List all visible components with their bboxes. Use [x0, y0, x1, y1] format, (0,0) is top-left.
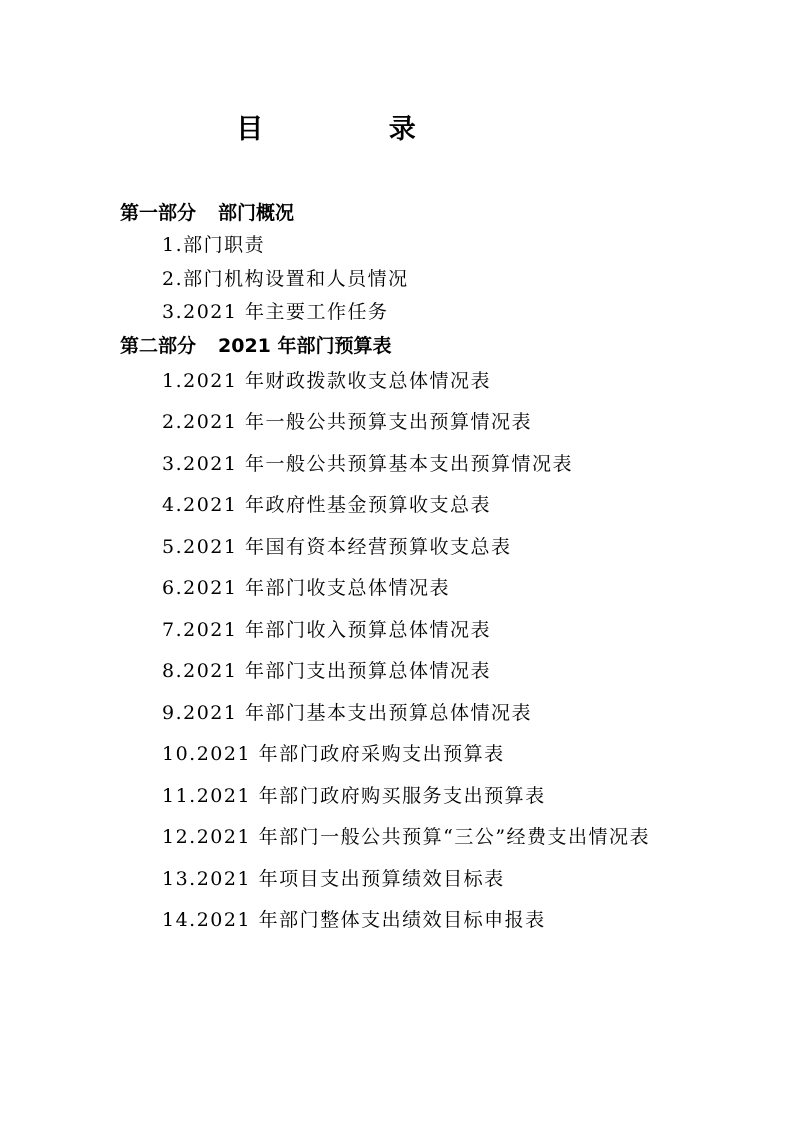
part-name: 2021 年部门预算表	[218, 335, 392, 357]
toc-item: 3.2021 年主要工作任务	[162, 301, 389, 323]
page-title: 目 录	[236, 114, 474, 145]
toc-item: 1.2021 年财政拨款收支总体情况表	[162, 370, 492, 392]
part-name: 部门概况	[218, 202, 295, 224]
toc-item: 3.2021 年一般公共预算基本支出预算情况表	[162, 453, 574, 475]
toc-item: 4.2021 年政府性基金预算收支总表	[162, 494, 492, 516]
toc-item: 13.2021 年项目支出预算绩效目标表	[162, 868, 505, 890]
toc-item: 12.2021 年部门一般公共预算“三公”经费支出情况表	[162, 826, 651, 848]
part-label: 第一部分	[120, 202, 197, 224]
toc-item: 8.2021 年部门支出预算总体情况表	[162, 660, 492, 682]
toc-item: 11.2021 年部门政府购买服务支出预算表	[162, 785, 546, 807]
toc-item: 2.部门机构设置和人员情况	[162, 268, 409, 290]
toc-item: 5.2021 年国有资本经营预算收支总表	[162, 536, 512, 558]
part-label: 第二部分	[120, 335, 197, 357]
part-heading-1	[120, 200, 294, 226]
toc-item: 9.2021 年部门基本支出预算总体情况表	[162, 702, 533, 724]
toc-item: 6.2021 年部门收支总体情况表	[162, 577, 451, 599]
part-heading-2	[120, 333, 392, 359]
toc-item: 2.2021 年一般公共预算支出预算情况表	[162, 411, 533, 433]
toc-item: 14.2021 年部门整体支出绩效目标申报表	[162, 909, 546, 931]
toc-item: 10.2021 年部门政府采购支出预算表	[162, 743, 505, 765]
toc-item: 7.2021 年部门收入预算总体情况表	[162, 619, 492, 641]
toc-item: 1.部门职责	[162, 234, 266, 256]
